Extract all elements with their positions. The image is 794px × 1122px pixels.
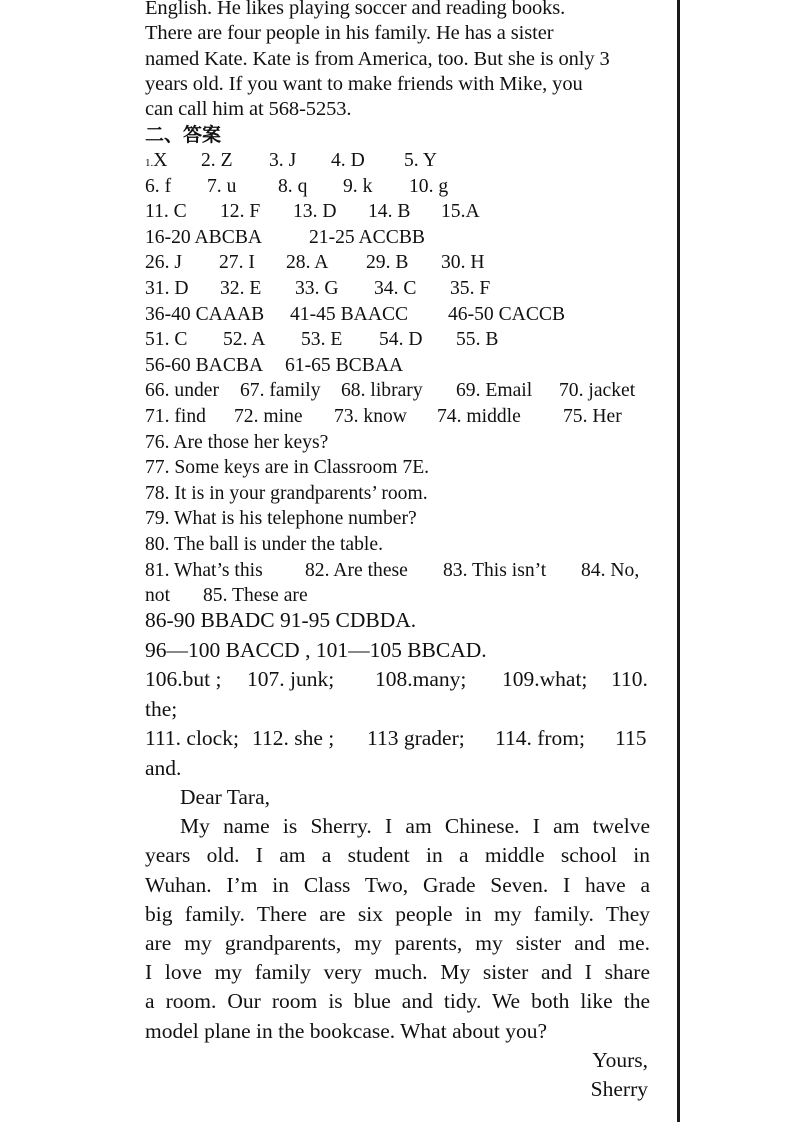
answer-item: 73. know (334, 405, 407, 427)
answer-item: 1.X (145, 150, 168, 171)
section-heading: 二、答案 (145, 124, 222, 146)
answer-item: 81. What’s this (145, 559, 263, 581)
answer-item: 9. k (343, 175, 373, 197)
answer-item: 72. mine (234, 405, 303, 427)
answer-item: 11. C (145, 201, 187, 223)
answer-item: 79. What is his telephone number? (145, 508, 417, 530)
answer-item: the; (145, 696, 178, 721)
answer-item: 75. Her (563, 405, 622, 427)
letter-line: a room. Our room is blue and tidy. We both like the (145, 989, 650, 1014)
answer-item: 14. B (368, 201, 411, 223)
answer-item: 2. Z (201, 150, 233, 171)
answer-item: 86-90 BBADC 91-95 CDBDA. (145, 608, 417, 632)
answer-item: 107. junk; (247, 667, 335, 691)
answer-item: 83. This isn’t (443, 559, 547, 581)
answer-item: 5. Y (404, 150, 438, 171)
answer-item: 13. D (293, 201, 337, 223)
answer-item: 51. C (145, 329, 188, 351)
answer-item: 67. family (240, 380, 321, 402)
answer-item: 10. g (409, 175, 449, 197)
answer-item: 96—100 BACCD , 101—105 BBCAD. (145, 637, 487, 662)
answer-item: 28. A (286, 252, 329, 274)
answer-item: 55. B (456, 329, 499, 351)
answer-item: 68. library (341, 380, 423, 402)
reading-passage (145, 0, 650, 122)
answer-item: not (145, 585, 171, 607)
passage-line: There are four people in his family. He has a sister (145, 22, 554, 45)
answer-item: 115 (615, 726, 647, 750)
answer-item: 71. find (145, 405, 206, 427)
answer-item: 31. D (145, 277, 189, 299)
answer-item: 111. clock; (145, 726, 239, 750)
answer-item: 36-40 CAAAB (145, 303, 265, 325)
answer-item: and. (145, 755, 182, 780)
answer-item: 3. J (269, 150, 297, 171)
answer-item: 33. G (295, 277, 339, 299)
answer-item: 46-50 CACCB (448, 303, 566, 325)
answer-item: 114. from; (495, 726, 585, 750)
answer-item: 8. q (278, 175, 308, 197)
answer-item: 69. Email (456, 380, 533, 402)
passage-line: can call him at 568-5253. (145, 98, 352, 121)
answer-item: 77. Some keys are in Classroom 7E. (145, 457, 430, 479)
answer-item: 56-60 BACBA (145, 354, 264, 376)
answer-item: 78. It is in your grandparents’ room. (145, 482, 428, 504)
letter-line: model plane in the bookcase. What about you? (145, 1018, 548, 1043)
answer-item: 112. she ; (252, 726, 335, 750)
answer-item: 80. The ball is under the table. (145, 533, 383, 555)
answer-item: 109.what; (502, 667, 588, 691)
answer-item: 12. F (220, 201, 261, 223)
answer-item: 108.many; (375, 667, 467, 691)
answer-item: 54. D (379, 329, 423, 351)
letter-signature: Sherry (590, 1077, 648, 1101)
answer-item: 76. Are those her keys? (145, 431, 329, 453)
answer-item: 16-20 ABCBA (145, 226, 263, 248)
page-divider-line (677, 0, 680, 1122)
answer-item: 35. F (450, 277, 491, 299)
sample-letter (145, 783, 650, 1046)
answer-item: 26. J (145, 252, 183, 274)
answer-item: 21-25 ACCBB (309, 226, 425, 248)
answer-item: 4. D (331, 150, 365, 171)
answer-item: 113 grader; (367, 726, 465, 750)
letter-line: I love my family very much. My sister and I share (145, 960, 650, 985)
passage-line: English. He likes playing soccer and reading books. (145, 0, 566, 19)
answer-item: 61-65 BCBAA (285, 354, 404, 376)
answer-item: 32. E (220, 277, 262, 299)
letter-closing: Yours, (592, 1048, 648, 1072)
answer-item: 29. B (366, 252, 409, 274)
answer-item: 106.but ; (145, 667, 222, 691)
answer-item: 34. C (374, 277, 417, 299)
answer-item: 66. under (145, 380, 220, 402)
answer-item: 70. jacket (559, 380, 636, 402)
answer-item: 6. f (145, 175, 172, 197)
answer-item: 74. middle (437, 405, 521, 427)
answer-item: 30. H (441, 252, 485, 274)
answer-item: 27. I (219, 252, 255, 274)
letter-line: years old. I am a student in a middle school in (145, 843, 650, 868)
answer-item: 53. E (301, 329, 343, 351)
passage-line: years old. If you want to make friends with Mike, you (145, 72, 583, 95)
passage-line: named Kate. Kate is from America, too. But she is only 3 (145, 47, 610, 70)
letter-line: My name is Sherry. I am Chinese. I am twelve (180, 814, 650, 839)
answer-item: 52. A (223, 329, 266, 351)
answer-item: 85. These are (203, 585, 308, 607)
answer-item: 110. (611, 667, 648, 691)
answer-item: 84. No, (581, 559, 640, 581)
letter-greeting: Dear Tara, (180, 785, 271, 809)
answer-item: 7. u (207, 175, 237, 197)
answer-item: 82. Are these (305, 559, 408, 581)
letter-line: are my grandparents, my parents, my sister and me. (145, 930, 650, 955)
letter-line: Wuhan. I’m in Class Two, Grade Seven. I have a (145, 872, 650, 897)
answer-item: 15.A (441, 201, 480, 223)
letter-line: big family. There are six people in my family. They (145, 901, 650, 926)
answer-item: 41-45 BAACC (290, 303, 409, 325)
